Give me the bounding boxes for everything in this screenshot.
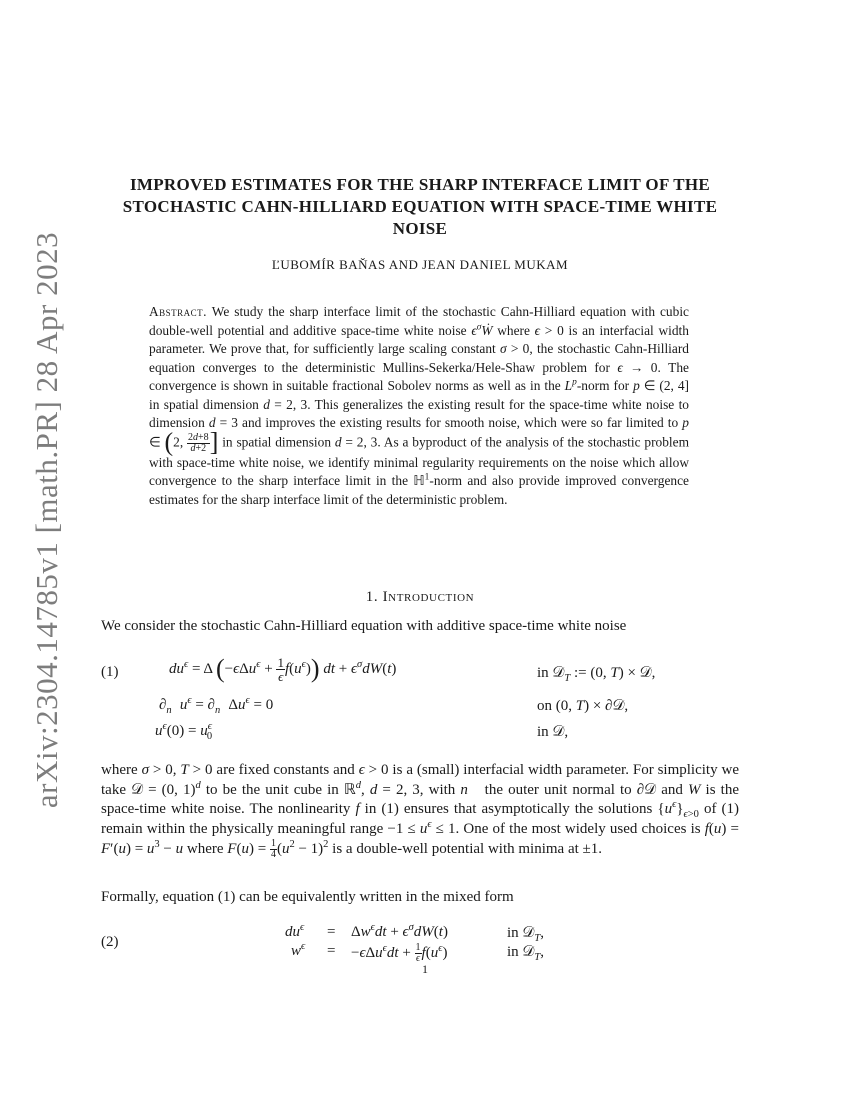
- formally-sentence: Formally, equation (1) can be equivalently written in the mixed form: [101, 889, 514, 905]
- abstract: Abstract. We study the sharp interface limit of the stochastic Cahn-Hilliard equation with cubic double-well potential and additive space-time white noise $\epsilon^\sigma Ẇ$ where ϵ > 0 is an interfacial width parameter. We prove that, for sufficiently large scaling constant σ > 0, the stochastic Cahn-Hilliard equation converges to the deterministic Mullins-Sekerka/Hele-Shaw problem for ϵ → 0. The convergence is shown in suitable fractional Sobolev norms as well as in the $L^p$-norm for p ∈ (2, 4] in spatial dimension d = 2, 3. This generalizes the existing result for the space-time white noise to dimension d = 3 and improves the existing results for smooth noise, which were so far limited to p ∈ (2, $\frac{2d+8}{d+2}$ ] in spatial dimension d = 2, 3. As a byproduct of the analysis of the stochastic problem with space-time white noise, we identify minimal regularity requirements on the noise which allow convergence to the sharp interface limit in the ℍ$^1$-norm and also provide improved convergence estimates for the sharp interface limit of the deterministic problem.: [149, 304, 690, 507]
- abstract-label: Abstract.: [149, 304, 208, 319]
- paper-authors: ĽUBOMÍR BAŇAS AND JEAN DANIEL MUKAM: [271, 257, 569, 272]
- section-number: 1.: [365, 589, 379, 605]
- paper-title: IMPROVED ESTIMATES FOR THE SHARP INTERFACE LIMIT OF THE STOCHASTIC CAHN-HILLIARD EQUATION WITH SPACE-TIME WHITE NOISE: [122, 175, 718, 238]
- equation-2: (2) $du^\epsilon$ = $\Delta w^\epsilon dt + \epsilon^\sigma dW(t)$ in 𝒟$_T$, $w^\epsilon$ = −ϵΔu$^\epsilon$dt + $\frac{1}{\epsilon}$ $f(u^\epsilon)$ in 𝒟$_T$,: [101, 922, 544, 964]
- equation-1-number: (1): [101, 664, 119, 680]
- intro-sentence: We consider the stochastic Cahn-Hilliard equation with additive space-time white noise: [101, 618, 627, 634]
- equation-2-number: (2): [101, 934, 119, 950]
- section-heading: [95, 589, 745, 606]
- paragraph-setting: where σ > 0, T > 0 are fixed constants and ϵ > 0 is a (small) interfacial width parameter. For simplicity we take 𝒟 = (0, 1)$^d$ to be the unit cube in ℝ$^d$, d = 2, 3, with n⃗ the outer unit normal to ∂𝒟 and W is the space-time white noise. The nonlinearity f in (1) ensures that asymptotically the solutions $\{u^\epsilon\}_{\epsilon>0}$ of (1) remain within the physically meaningful range $-1 \le u^\epsilon \le 1$. One of the most widely used choices is $f(u) = F'(u) = u^3 - u$ where F(u) = $\frac{1}{4}$ $(u^2 - 1)^2$ is a double-well potential with minima at ±1.: [101, 762, 740, 861]
- section-name: Introduction: [382, 589, 475, 605]
- page-number: 1: [422, 962, 428, 976]
- arxiv-stamp: arXiv:2304.14785v1 [math.PR] 28 Apr 2023: [29, 231, 64, 809]
- equation-1: (1) $du^\epsilon = \Delta$ (−ϵΔu$^\epsilon$ + $\frac{1}{\epsilon}$ $f(u^\epsilon)$) dt + $\epsilon^\sigma dW(t)$ in 𝒟$_T$ := (0, T) × 𝒟, $\partial_{n⃗}u^\epsilon = \partial_{n⃗}\Delta u^\epsilon = 0$ on (0, T) × ∂𝒟, $u^\epsilon(0) = u^\epsilon_0$ in 𝒟,: [101, 654, 656, 742]
